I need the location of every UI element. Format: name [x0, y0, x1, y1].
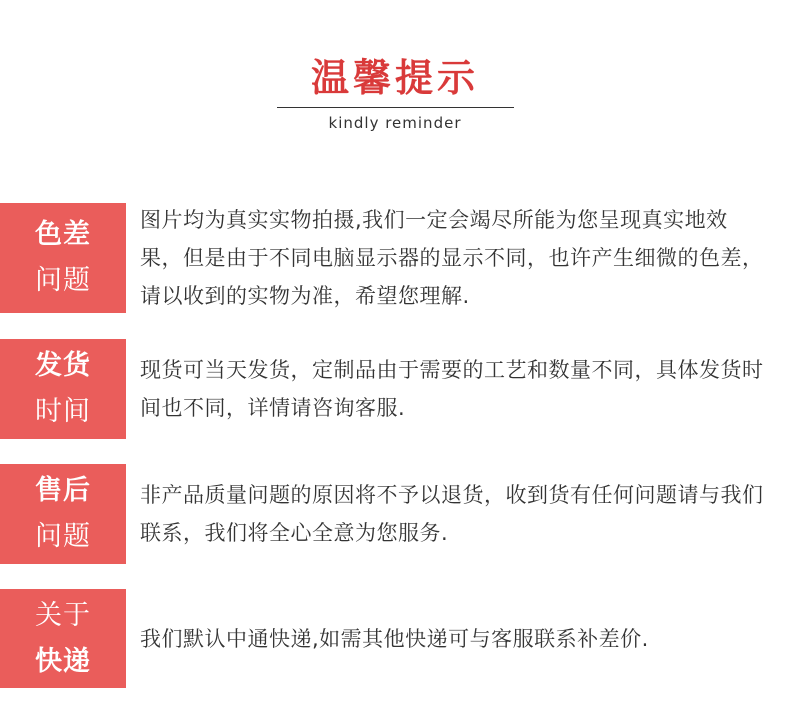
notice-row-color-difference	[0, 203, 790, 313]
notice-tag-line1: 售后	[35, 475, 91, 506]
notice-tag	[0, 464, 126, 564]
title-divider	[277, 107, 514, 108]
notice-text-content: 图片均为真实实物拍摄,我们一定会竭尽所能为您呈现真实地效果，但是由于不同电脑显示器的显示不同，也许产生细微的色差，请以收到的实物为准，希望您理解.	[140, 208, 764, 308]
notice-tag-line1: 色差	[35, 219, 91, 250]
notice-tag-line1: 关于	[35, 599, 91, 631]
notice-tag-line1: 发货	[35, 350, 91, 381]
notice-text	[140, 203, 770, 313]
page-title: 温馨提示	[310, 56, 479, 100]
notice-text-content: 我们默认中通快递,如需其他快递可与客服联系补差价.	[140, 626, 649, 651]
notice-text	[140, 589, 770, 688]
notice-tag-line2: 问题	[35, 521, 91, 552]
notice-tag-line2: 时间	[35, 396, 91, 427]
notice-row-shipping-time	[0, 339, 790, 439]
notice-text	[140, 464, 770, 564]
notice-tag	[0, 339, 126, 439]
notice-text-content: 非产品质量问题的原因将不予以退货，收到货有任何问题请与我们联系，我们将全心全意为您服务.	[140, 483, 764, 545]
notice-text	[140, 339, 770, 439]
notice-tag	[0, 203, 126, 313]
page-subtitle: kindly reminder	[328, 114, 462, 132]
notice-row-courier	[0, 589, 790, 688]
notice-row-after-sales	[0, 464, 790, 564]
page-header	[0, 0, 790, 150]
notice-text-content: 现货可当天发货，定制品由于需要的工艺和数量不同，具体发货时间也不同，详情请咨询客服.	[140, 358, 764, 420]
notice-tag-line2: 快递	[35, 645, 91, 677]
notice-tag	[0, 589, 126, 688]
notice-tag-line2: 问题	[35, 265, 91, 296]
